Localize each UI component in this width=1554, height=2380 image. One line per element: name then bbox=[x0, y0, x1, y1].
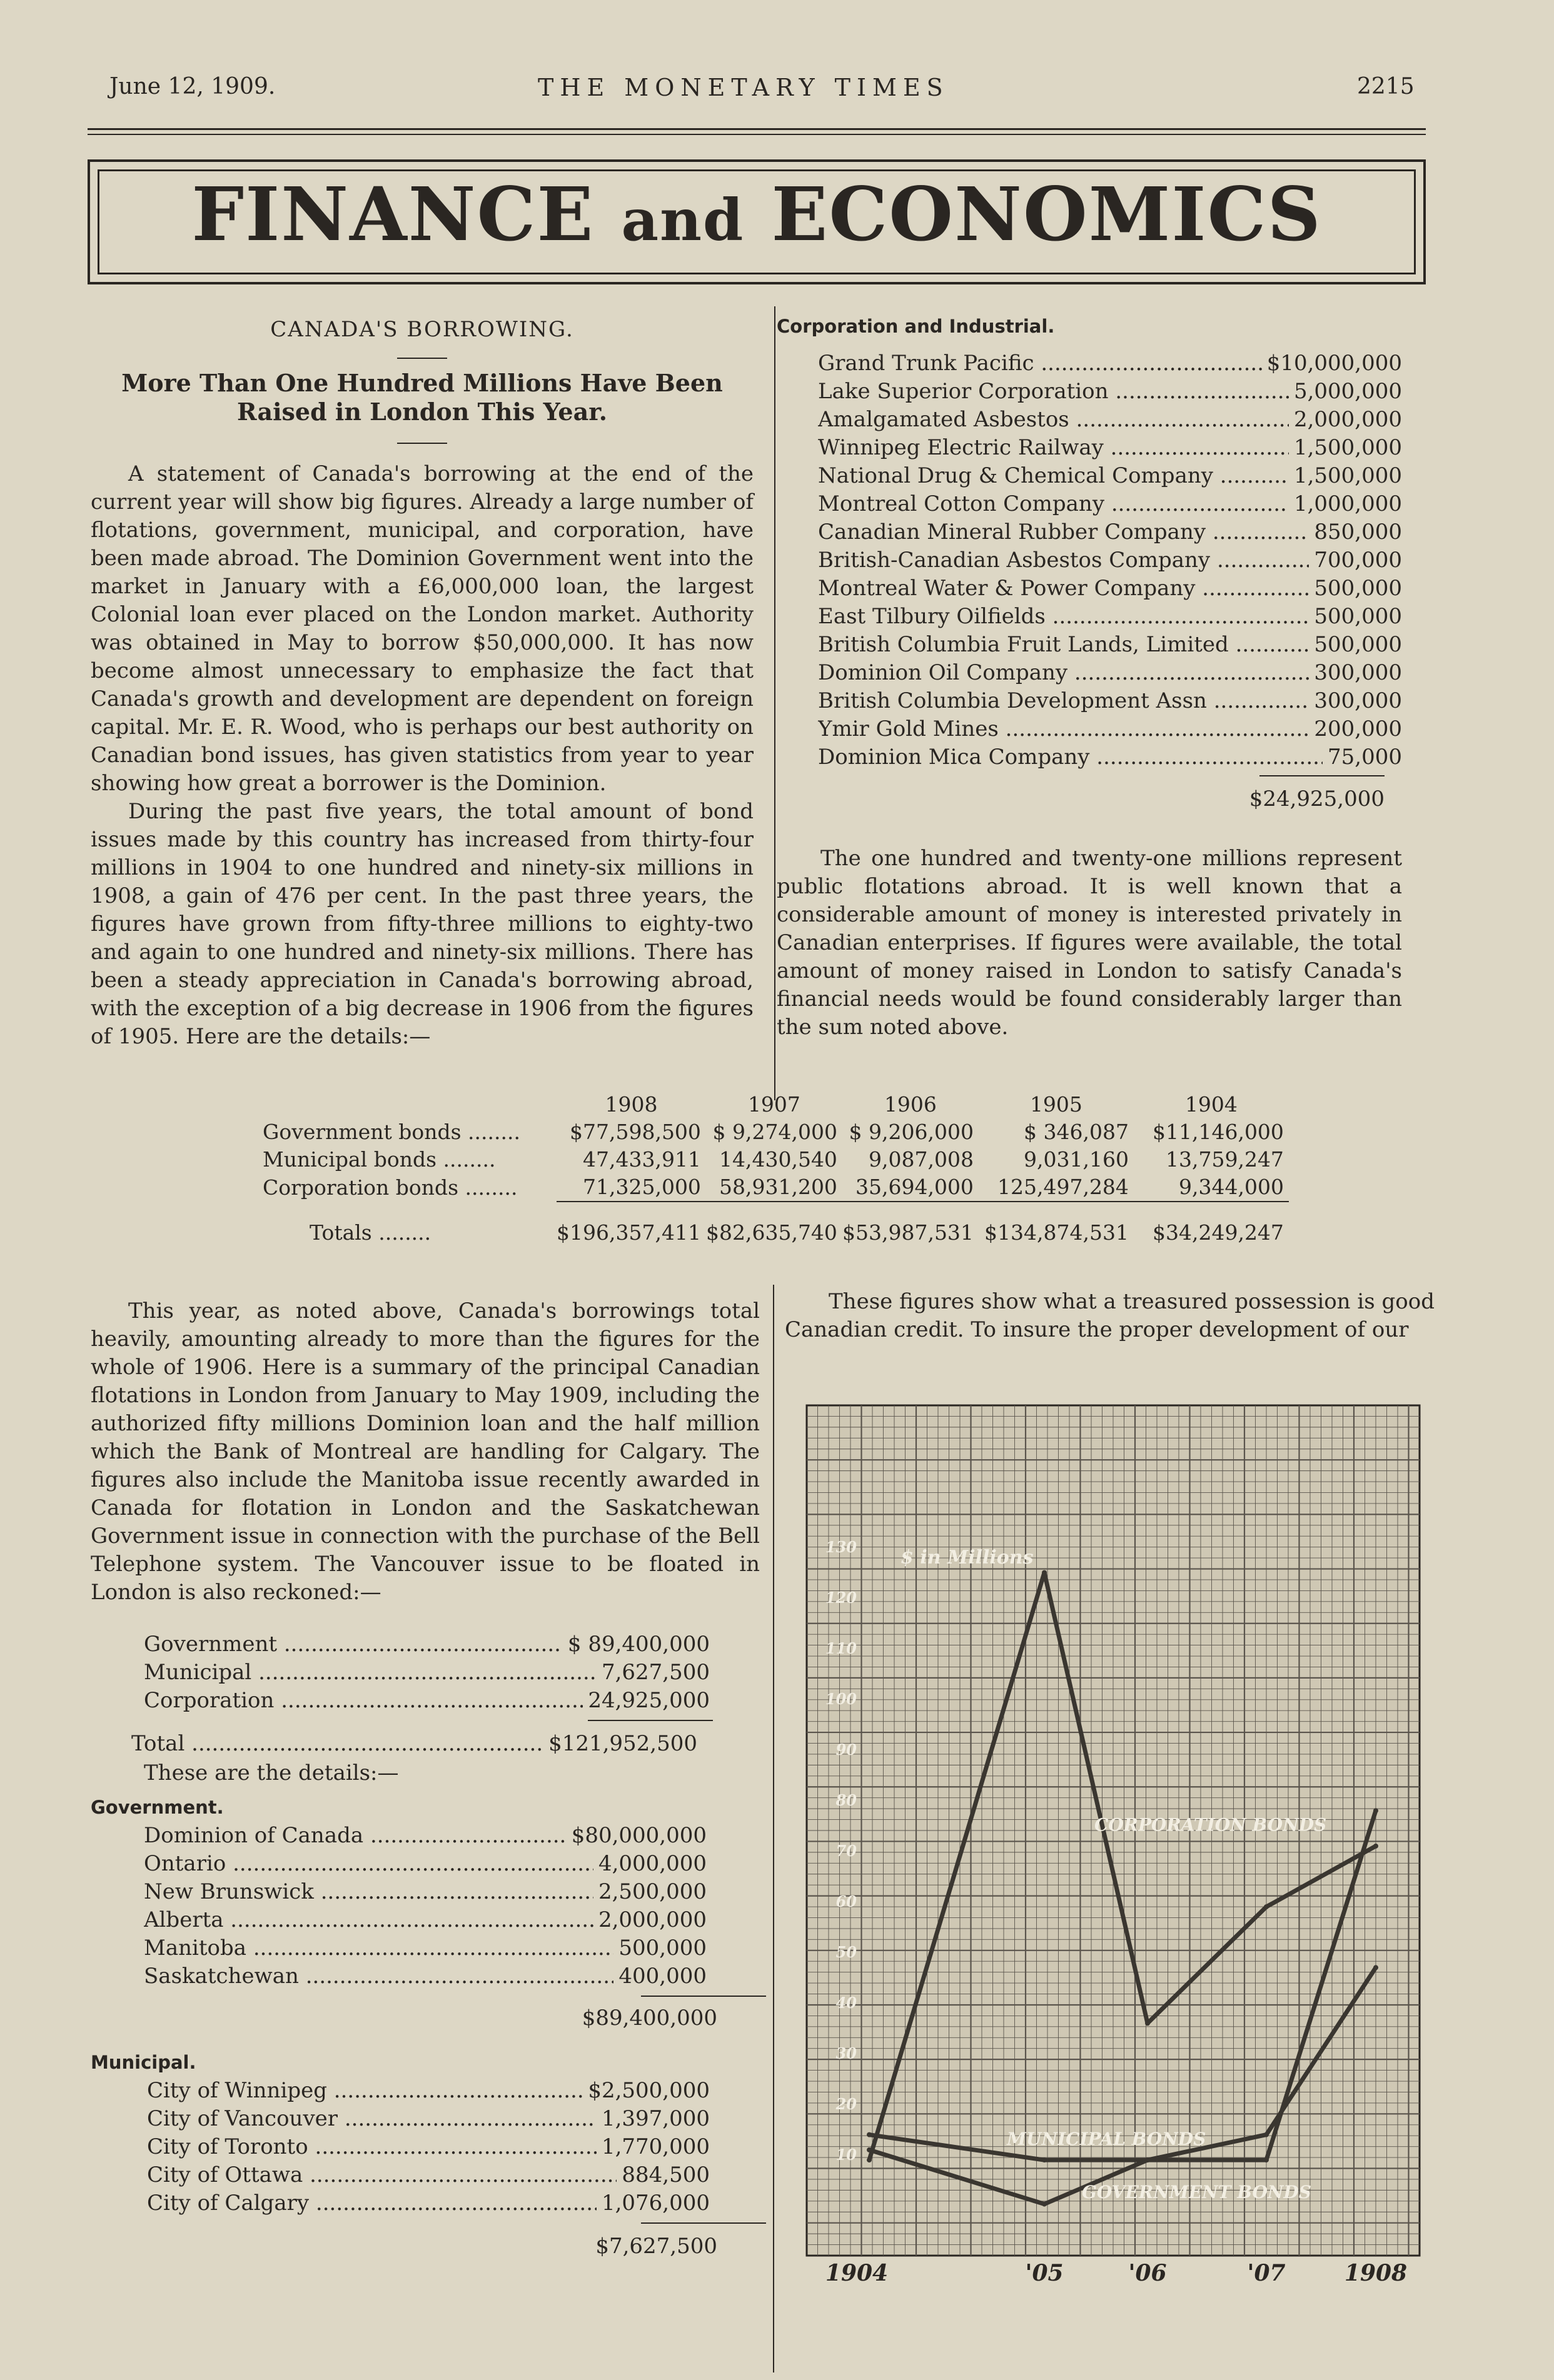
government-value: $80,000,000 bbox=[571, 1823, 707, 1848]
paragraph-2: During the past five years, the total amount of bond issues made by this country has increased from thirty-four millions in 1904 to one hundred and ninety-six millions in 1908, a gain of 476 per cent. In the past three years, the figures have grown from fifty-three millions to eighty-two and again to one hundred and ninety-six millions. There has been a steady appreciation in Canada's borrowing abroad, with the exception of a big decrease in 1906 from the figures of 1905. Here are the details:— bbox=[91, 799, 754, 1049]
municipal-value: 1,397,000 bbox=[601, 2106, 710, 2131]
corporation-value: 300,000 bbox=[1314, 660, 1402, 685]
corporation-row bbox=[818, 631, 1402, 659]
bond-row-cell: $77,598,500 bbox=[569, 1120, 701, 1144]
details-intro: These are the details:— bbox=[144, 1760, 399, 1785]
data-point bbox=[867, 2132, 872, 2137]
data-point bbox=[1373, 1808, 1378, 1813]
corporation-row bbox=[818, 715, 1402, 743]
series-label: CORPORATION BONDS bbox=[1094, 1814, 1327, 1835]
section-banner bbox=[88, 159, 1426, 284]
government-row bbox=[144, 1962, 707, 1991]
totals-row-label: Totals ........ bbox=[310, 1220, 431, 1245]
corporation-name: Dominion Mica Company ..... bbox=[818, 743, 1323, 771]
data-point bbox=[867, 2157, 872, 2162]
x-tick-label: 1908 bbox=[1344, 2260, 1408, 2286]
x-tick-label: 1904 bbox=[825, 2260, 889, 2286]
article-title: CANADA'S BORROWING. bbox=[270, 317, 574, 342]
government-row bbox=[144, 1850, 707, 1878]
corporation-row bbox=[818, 546, 1402, 575]
x-tick-label: '06 bbox=[1128, 2260, 1167, 2286]
corporation-section bbox=[777, 313, 1402, 1042]
corporation-row bbox=[818, 490, 1402, 518]
summary-name: Government ..... bbox=[144, 1630, 563, 1659]
corporation-value: 1,000,000 bbox=[1293, 491, 1402, 516]
corporation-value: 2,000,000 bbox=[1293, 407, 1402, 432]
corporation-name: Winnipeg Electric Railway ..... bbox=[818, 434, 1289, 462]
government-row bbox=[144, 1878, 707, 1906]
summary-total-value: $121,952,500 bbox=[548, 1731, 697, 1756]
municipal-name: City of Ottawa ..... bbox=[147, 2161, 617, 2189]
data-point bbox=[1042, 2202, 1047, 2207]
y-tick-label: 130 bbox=[825, 1538, 857, 1556]
y-tick-label: 80 bbox=[835, 1791, 857, 1809]
bond-chart bbox=[794, 1399, 1426, 2287]
totals-row-cell: $196,357,411 bbox=[557, 1220, 701, 1245]
corporation-value: 500,000 bbox=[1314, 576, 1402, 601]
summary-row bbox=[144, 1659, 710, 1687]
bond-row-cell: 71,325,000 bbox=[582, 1175, 701, 1199]
corporation-value: 700,000 bbox=[1314, 548, 1402, 573]
government-value: 2,000,000 bbox=[598, 1907, 707, 1932]
government-heading: Government. bbox=[91, 1797, 224, 1818]
corporation-name: Montreal Water & Power Company ..... bbox=[818, 575, 1309, 603]
corporation-value: 500,000 bbox=[1314, 604, 1402, 629]
article-subtitle: More Than One Hundred Millions Have Been Raised in London This Year. bbox=[121, 369, 723, 426]
summary-name: Corporation ..... bbox=[144, 1687, 583, 1715]
year-header: 1905 bbox=[1029, 1092, 1082, 1117]
totals-row-cell: $34,249,247 bbox=[1152, 1220, 1284, 1245]
bond-row-cell: 13,759,247 bbox=[1165, 1147, 1284, 1172]
data-point bbox=[1145, 2021, 1150, 2026]
corporation-row bbox=[818, 603, 1402, 631]
corporation-row bbox=[818, 743, 1402, 771]
banner-word-and: and bbox=[621, 186, 745, 254]
corporation-name: Canadian Mineral Rubber Company ..... bbox=[818, 518, 1309, 546]
government-value: 2,500,000 bbox=[598, 1879, 707, 1904]
summary-name: Municipal ..... bbox=[144, 1659, 597, 1687]
x-tick-label: '05 bbox=[1025, 2260, 1064, 2286]
bond-line-chart bbox=[794, 1399, 1426, 2287]
summary-list bbox=[144, 1630, 710, 1715]
y-tick-label: 120 bbox=[825, 1589, 857, 1607]
summary-row bbox=[144, 1687, 710, 1715]
title-rule bbox=[397, 358, 447, 359]
corporation-row bbox=[818, 659, 1402, 687]
government-row bbox=[144, 1934, 707, 1962]
totals-row bbox=[263, 1208, 1289, 1258]
corporation-value: 5,000,000 bbox=[1293, 379, 1402, 404]
year-header: 1907 bbox=[747, 1092, 800, 1117]
corporation-name: Ymir Gold Mines ..... bbox=[818, 715, 1309, 743]
banner-word-finance: FINANCE bbox=[191, 171, 595, 258]
corporation-row bbox=[818, 518, 1402, 546]
header-rule bbox=[88, 128, 1426, 130]
paragraph-5: These figures show what a treasured possession is good Canadian credit. To insure the proper development of our bbox=[785, 1289, 1435, 1342]
summary-value: $ 89,400,000 bbox=[567, 1632, 710, 1657]
corporation-row bbox=[818, 575, 1402, 603]
y-tick-label: 40 bbox=[835, 1994, 857, 2012]
government-value: 400,000 bbox=[618, 1964, 707, 1989]
data-point bbox=[1264, 2132, 1269, 2137]
bond-row-cell: 9,031,160 bbox=[1023, 1147, 1129, 1172]
article-lower-left bbox=[91, 1297, 760, 2261]
corporation-row bbox=[818, 378, 1402, 406]
table-sum-rule-row bbox=[263, 1202, 1289, 1208]
corporation-name: National Drug & Chemical Company ..... bbox=[818, 462, 1289, 490]
government-value: 4,000,000 bbox=[598, 1851, 707, 1876]
data-point bbox=[1145, 2157, 1150, 2162]
bond-row-label: Municipal bonds ........ bbox=[263, 1147, 496, 1172]
corporation-name: British Columbia Fruit Lands, Limited ..... bbox=[818, 631, 1309, 659]
bond-row-cell: $ 9,206,000 bbox=[849, 1120, 974, 1144]
municipal-name: City of Calgary ..... bbox=[147, 2189, 597, 2217]
data-point bbox=[1373, 1965, 1378, 1970]
issue-date: June 12, 1909. bbox=[109, 74, 276, 99]
page-number: 2215 bbox=[1357, 74, 1415, 99]
bond-row-cell: 9,344,000 bbox=[1178, 1175, 1284, 1199]
header-rule-thin bbox=[88, 134, 1426, 135]
corporation-name: Amalgamated Asbestos ..... bbox=[818, 406, 1289, 434]
government-name: Saskatchewan ..... bbox=[144, 1962, 613, 1991]
summary-value: 24,925,000 bbox=[588, 1688, 710, 1713]
municipal-row bbox=[147, 2161, 710, 2189]
government-name: Alberta ..... bbox=[144, 1906, 593, 1934]
municipal-value: $2,500,000 bbox=[588, 2078, 710, 2103]
data-point bbox=[1373, 1844, 1378, 1849]
article-lower-right bbox=[785, 1288, 1441, 1344]
municipal-heading: Municipal. bbox=[91, 2052, 196, 2073]
municipal-value: 1,076,000 bbox=[601, 2191, 710, 2216]
corporation-total: $24,925,000 bbox=[1249, 786, 1385, 811]
totals-row-cell: $53,987,531 bbox=[842, 1220, 974, 1245]
bond-row bbox=[263, 1118, 1289, 1146]
government-total: $89,400,000 bbox=[582, 2006, 717, 2031]
y-tick-label: 50 bbox=[835, 1943, 857, 1961]
municipal-row bbox=[147, 2105, 710, 2133]
data-point bbox=[867, 2147, 872, 2152]
column-divider-lower bbox=[773, 1285, 774, 2372]
year-header: 1908 bbox=[605, 1092, 658, 1117]
corporation-row bbox=[818, 687, 1402, 715]
corporation-value: 850,000 bbox=[1314, 520, 1402, 545]
bond-row-label: Government bonds ........ bbox=[263, 1120, 520, 1144]
corporation-name: Montreal Cotton Company ..... bbox=[818, 490, 1289, 518]
banner-word-economics: ECONOMICS bbox=[771, 171, 1322, 258]
corporation-name: British Columbia Development Assn ..... bbox=[818, 687, 1309, 715]
government-value: 500,000 bbox=[618, 1936, 707, 1961]
data-point bbox=[1042, 1570, 1047, 1575]
bond-row-cell: 9,087,008 bbox=[868, 1147, 974, 1172]
corporation-value: 1,500,000 bbox=[1293, 435, 1402, 460]
corporation-name: Dominion Oil Company ..... bbox=[818, 659, 1309, 687]
corporation-value: 1,500,000 bbox=[1293, 463, 1402, 488]
paragraph-3: This year, as noted above, Canada's borrowings total heavily, amounting already to more than the figures for the whole of 1906. Here is a summary of the principal Canadian flotations in London from January to May 1909, including the authorized fifty millions Dominion loan and the half million which the Bank of Montreal are handling for Calgary. The figures also include the Manitoba issue recently awarded in Canada for flotation in London and the Saskatchewan Government issue in connection with the purchase of the Bell Telephone system. The Vancouver issue to be floated in London is also reckoned:— bbox=[91, 1298, 760, 1605]
year-header: 1906 bbox=[884, 1092, 937, 1117]
corporation-name: British-Canadian Asbestos Company ..... bbox=[818, 546, 1309, 575]
government-list bbox=[144, 1822, 707, 1991]
government-row bbox=[144, 1906, 707, 1934]
y-tick-label: 100 bbox=[825, 1690, 857, 1708]
bond-row-cell: $ 9,274,000 bbox=[712, 1120, 837, 1144]
corporation-name: East Tilbury Oilfields ..... bbox=[818, 603, 1309, 631]
municipal-row bbox=[147, 2133, 710, 2161]
y-tick-label: 60 bbox=[835, 1892, 857, 1911]
municipal-total: $7,627,500 bbox=[595, 2234, 717, 2259]
government-name: New Brunswick ..... bbox=[144, 1878, 593, 1906]
series-label: MUNICIPAL BONDS bbox=[1007, 2128, 1206, 2149]
article-left-column bbox=[91, 316, 754, 1051]
data-point bbox=[1264, 1904, 1269, 1909]
corporation-heading: Corporation and Industrial. bbox=[777, 316, 1055, 337]
municipal-row bbox=[147, 2189, 710, 2217]
y-tick-label: 10 bbox=[835, 2146, 857, 2164]
bond-row-label: Corporation bonds ........ bbox=[263, 1175, 518, 1200]
publication-title: THE MONETARY TIMES bbox=[538, 74, 949, 101]
section-title bbox=[90, 171, 1423, 258]
data-point bbox=[1264, 2157, 1269, 2162]
municipal-name: City of Winnipeg ..... bbox=[147, 2077, 583, 2105]
municipal-value: 1,770,000 bbox=[601, 2134, 710, 2159]
municipal-row bbox=[147, 2077, 710, 2105]
y-tick-label: 70 bbox=[835, 1842, 857, 1860]
summary-total-label: Total ..... bbox=[131, 1730, 543, 1758]
yearly-bond-table bbox=[263, 1091, 1301, 1258]
summary-table bbox=[131, 1630, 807, 1787]
municipal-list bbox=[147, 2077, 710, 2217]
government-sum-rule bbox=[641, 1996, 766, 1997]
year-header-row bbox=[263, 1091, 1289, 1118]
y-tick-label: 90 bbox=[835, 1740, 857, 1759]
municipal-name: City of Vancouver ..... bbox=[147, 2105, 597, 2133]
corporation-value: 200,000 bbox=[1314, 716, 1402, 741]
government-name: Ontario ..... bbox=[144, 1850, 593, 1878]
paragraph-4: The one hundred and twenty-one millions represent public flotations abroad. It is well known that a considerable amount of money is interested privately in Canadian enterprises. If figures were available, the total amount of money raised in London to satisfy Canada's financial needs would be found considerably larger than the sum noted above. bbox=[777, 846, 1402, 1040]
corporation-name: Lake Superior Corporation ..... bbox=[818, 378, 1289, 406]
corporation-value: 300,000 bbox=[1314, 688, 1402, 713]
bond-row-cell: 47,433,911 bbox=[582, 1147, 701, 1172]
corporation-row bbox=[818, 462, 1402, 490]
corporation-value: 75,000 bbox=[1328, 745, 1402, 770]
y-tick-label: 110 bbox=[825, 1639, 857, 1657]
subtitle-rule bbox=[397, 443, 447, 444]
corporation-sum-rule bbox=[1259, 775, 1385, 776]
summary-sum-rule bbox=[588, 1720, 713, 1721]
totals-row-cell: $82,635,740 bbox=[705, 1220, 837, 1245]
paragraph-1: A statement of Canada's borrowing at the end of the current year will show big figures. Already a large number of flotations, government, municipal, and corporation, have been made abroad. The Dominion Government went into the market in January with a £6,000,000 loan, the largest Colonial loan ever placed on the London market. Authority was obtained in May to borrow $50,000,000. It has now become almost unnecessary to emphasize the fact that Canada's growth and development are dependent on foreign capital. Mr. E. R. Wood, who is perhaps our best authority on Canadian bond issues, has given statistics from year to year showing how great a borrower is the Dominion. bbox=[91, 461, 754, 796]
corporation-row bbox=[818, 434, 1402, 462]
summary-value: 7,627,500 bbox=[601, 1660, 710, 1685]
bond-row-cell: 14,430,540 bbox=[719, 1147, 837, 1172]
column-divider bbox=[774, 306, 775, 1100]
summary-row bbox=[144, 1630, 710, 1659]
bond-row bbox=[263, 1173, 1289, 1202]
government-name: Manitoba ..... bbox=[144, 1934, 613, 1962]
y-tick-label: 30 bbox=[835, 2044, 857, 2062]
year-header: 1904 bbox=[1184, 1092, 1238, 1117]
corporation-row bbox=[818, 349, 1402, 378]
y-tick-label: 20 bbox=[835, 2095, 857, 2113]
series-label: GOVERNMENT BONDS bbox=[1082, 2181, 1311, 2202]
corporation-row bbox=[818, 406, 1402, 434]
government-name: Dominion of Canada ..... bbox=[144, 1822, 567, 1850]
municipal-name: City of Toronto ..... bbox=[147, 2133, 597, 2161]
summary-total-row bbox=[131, 1730, 697, 1758]
bond-row-cell: 35,694,000 bbox=[855, 1175, 974, 1199]
bond-row-cell: $ 346,087 bbox=[1023, 1120, 1129, 1144]
totals-row-cell: $134,874,531 bbox=[984, 1220, 1129, 1245]
chart-title: $ in Millions bbox=[901, 1547, 1034, 1569]
corporation-list bbox=[818, 349, 1402, 771]
government-row bbox=[144, 1822, 707, 1850]
yearly-table bbox=[263, 1091, 1289, 1258]
bond-row-cell: 125,497,284 bbox=[997, 1175, 1129, 1199]
municipal-value: 884,500 bbox=[622, 2162, 710, 2187]
corporation-value: 500,000 bbox=[1314, 632, 1402, 657]
bond-row-cell: 58,931,200 bbox=[719, 1175, 837, 1199]
corporation-name: Grand Trunk Pacific ..... bbox=[818, 349, 1262, 378]
municipal-sum-rule bbox=[641, 2222, 766, 2224]
x-tick-label: '07 bbox=[1247, 2260, 1286, 2286]
bond-row bbox=[263, 1146, 1289, 1173]
data-point bbox=[1042, 2157, 1047, 2162]
bond-row-cell: $11,146,000 bbox=[1152, 1120, 1284, 1144]
corporation-value: $10,000,000 bbox=[1266, 351, 1402, 376]
